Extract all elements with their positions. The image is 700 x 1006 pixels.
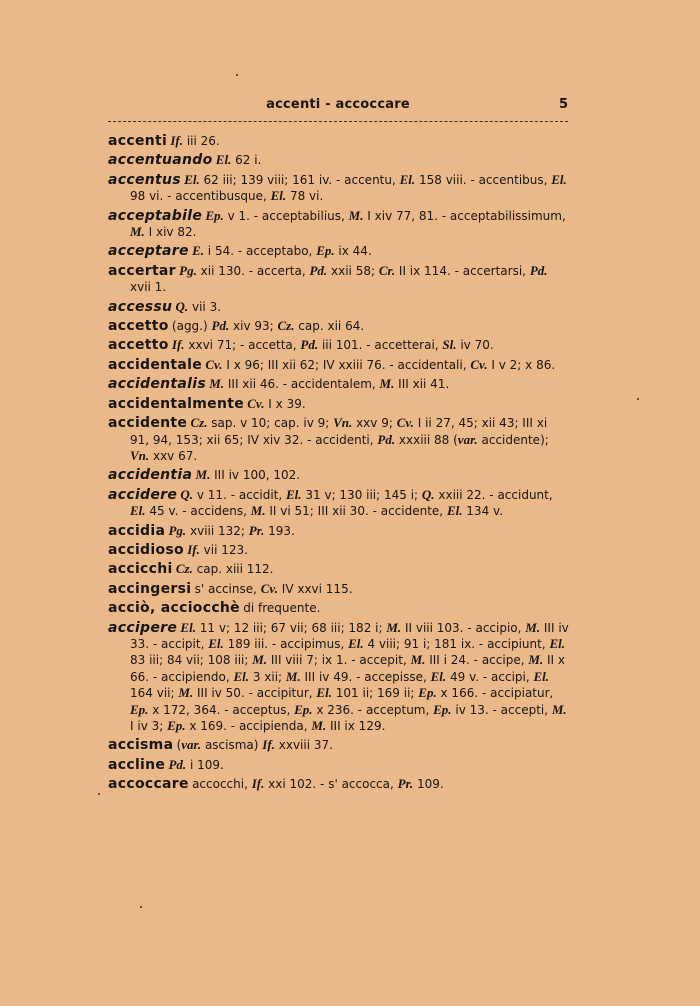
entry-text: I iv 3; [130,719,168,733]
source-abbreviation: If. [171,337,185,353]
entry-headword: accidere [108,486,178,503]
source-abbreviation: Ep. [205,207,224,223]
source-abbreviation: M. [528,652,544,668]
dictionary-entry [108,776,570,792]
entry-text: III i 24. - accipe, [425,653,529,668]
entry-text: ascisma) [201,738,263,753]
entry-headword: accipere [108,619,178,636]
source-abbreviation: El. [184,171,200,187]
entry-headword: accidioso [108,541,184,558]
source-abbreviation: If. [170,133,183,148]
source-abbreviation: El. [348,635,364,651]
entry-headword: accetto [108,337,169,354]
entry-headword: accidentalis [108,376,206,393]
source-abbreviation: var. [181,737,202,753]
entry-text: xxv 67. [149,448,198,463]
entry-headword: accidia [108,522,166,539]
dictionary-entry [108,396,570,412]
entry-headword: acceptare [108,243,189,260]
source-abbreviation: M. [551,701,567,717]
entry-list [108,133,570,796]
source-abbreviation: El. [286,486,302,502]
entry-text: 4 viii; 91 i; 181 ix. - accipiunt, [363,636,550,651]
entry-text: 49 v. - accipi, [446,669,534,684]
source-abbreviation: Cz. [277,318,295,334]
entry-text: 3 xii; [249,669,286,684]
entry-text: xii 130. - accerta, [196,263,310,278]
source-abbreviation: El. [180,619,196,635]
entry-headword: accenti [108,133,168,149]
dictionary-entry [108,620,570,735]
entry-text: III xii 46. - accidentalem, [224,377,380,392]
entry-headword: accessu [108,298,173,315]
source-abbreviation: Ep. [167,718,186,733]
source-abbreviation: M. [252,652,268,668]
entry-headword: accicchi [108,561,173,578]
entry-text: II ix 114. - accertarsi, [395,263,530,278]
dictionary-entry [108,172,570,205]
dictionary-entry [108,357,570,373]
entry-text: 134 v. [462,504,504,519]
paper-speck [637,398,639,400]
entry-text: 109. [413,777,444,792]
entry-text: 78 vi. [286,189,324,204]
entry-headword: accentuando [108,152,213,169]
entry-text: xxxiii 88 ( [395,432,458,447]
entry-text: 11 v; 12 iii; 67 vii; 68 iii; 182 i; [195,620,387,635]
entry-text: (agg.) [171,319,212,334]
source-abbreviation: Sl. [442,337,457,353]
source-abbreviation: Ep. [294,701,313,717]
entry-text: I ii 27, 45; xii 43; III xi 91, 94, 153; xii 65; IV xiv 32. - accidenti, [130,416,548,447]
source-abbreviation: If. [251,776,265,792]
source-abbreviation: M. [410,652,426,668]
entry-text: 62 i. [231,153,262,168]
source-abbreviation: M. [130,224,145,240]
entry-text: s' accinse, [194,581,261,596]
entry-text: III iv 33. - accipit, [130,620,569,651]
entry-text: 83 iii; 84 vii; 108 iii; [130,653,253,668]
source-abbreviation: Ep. [433,701,452,717]
entry-text: xvii 1. [130,280,167,295]
entry-text: II x 66. - accipiendo, [130,653,565,684]
entry-text: 189 iii. - accipimus, [223,636,349,651]
entry-text: iv 13. - accepti, [451,702,552,717]
source-abbreviation: Vn. [130,447,150,463]
source-abbreviation: Vn. [333,415,353,431]
dictionary-entry [108,542,570,558]
entry-text: xxviii 37. [274,738,333,753]
source-abbreviation: Pd. [529,262,548,278]
source-abbreviation: Cv. [396,415,414,431]
source-abbreviation: Cz. [190,415,208,431]
entry-headword: accentus [108,171,181,188]
entry-text: xxi 102. - s' accocca, [264,777,398,792]
entry-text: x 236. - acceptum, [312,702,434,717]
dictionary-entry [108,376,570,392]
paper-speck [236,74,238,76]
entry-text: ix 44. [334,244,372,259]
source-abbreviation: Pr. [248,522,265,538]
entry-text: xxiii 22. - accidunt, [434,487,553,502]
source-abbreviation: Cv. [247,395,265,411]
entry-headword: accisma [108,737,174,754]
source-abbreviation: El. [430,668,447,684]
source-abbreviation: Ep. [130,701,149,717]
entry-text: 164 vii; [130,686,179,701]
source-abbreviation: var. [457,431,478,447]
entry-text: iv 70. [456,338,494,353]
source-abbreviation: El. [130,503,146,519]
source-abbreviation: Q. [175,298,189,314]
source-abbreviation: Cv. [470,356,488,372]
entry-text: cap. xii 64. [294,319,365,334]
source-abbreviation: M. [386,619,402,635]
entry-text: III iv 100, 102. [210,468,301,483]
source-abbreviation: El. [270,188,287,204]
entry-headword: accline [108,756,166,773]
entry-text: I x 96; III xii 62; IV xxiii 76. - accidentali, [222,357,471,372]
entry-text: xviii 132; [186,523,249,538]
entry-text: x 172, 364. - acceptus, [148,702,295,717]
entry-text: III viii 7; ix 1. - accepit, [267,653,411,668]
source-abbreviation: M. [348,207,364,223]
source-abbreviation: Q. [180,486,194,502]
entry-text: accidente); [477,432,549,447]
dictionary-entry [108,561,570,577]
dictionary-entry [108,208,570,241]
entry-text: I x 39. [264,396,306,411]
dictionary-entry [108,600,570,616]
entry-headword: accidentale [108,356,203,373]
entry-text: II vi 51; III xii 30. - accidente, [265,504,447,519]
entry-text: sap. v 10; cap. iv 9; [207,416,334,431]
source-abbreviation: Cv. [205,356,223,372]
entry-text: v 1. - acceptabilius, [223,208,349,223]
entry-text: x 169. - accipienda, [185,719,312,733]
entry-text: x 166. - accipiatur, [436,686,554,701]
source-abbreviation: Ep. [316,243,335,259]
entry-text: I v 2; x 86. [487,357,556,372]
entry-headword: acciò, acciocchè [108,600,240,617]
entry-text: vii 123. [199,542,248,557]
entry-text: xiv 93; [229,319,278,334]
source-abbreviation: M. [311,718,327,733]
entry-text: accocchi, [192,777,252,792]
source-abbreviation: El. [446,503,463,519]
dictionary-entry [108,318,570,334]
source-abbreviation: Pr. [397,776,414,792]
entry-text: III iv 50. - accipitur, [193,686,317,701]
entry-headword: acceptabile [108,207,203,224]
entry-text: II viii 103. - accipio, [401,620,526,635]
dictionary-entry [108,133,570,149]
source-abbreviation: If. [262,737,275,753]
entry-text: 158 viii. - accentibus, [415,172,552,187]
source-abbreviation: El. [233,668,249,684]
entry-text: 98 vi. - accentibusque, [130,189,271,204]
entry-text: I xiv 77, 81. - acceptabilissimum, [363,208,566,223]
entry-text: iii 26. [183,134,220,148]
paper-speck [140,906,142,908]
source-abbreviation: If. [187,541,200,557]
source-abbreviation: El. [549,635,565,651]
source-abbreviation: M. [178,685,194,701]
source-abbreviation: Pd. [377,431,396,447]
source-abbreviation: El. [533,668,550,684]
source-abbreviation: M. [525,619,541,635]
dictionary-entry [108,757,570,773]
entry-text: i 109. [186,757,224,772]
entry-text: i 54. - acceptabo, [203,244,317,259]
running-header [108,93,568,119]
entry-text: ( [176,738,182,753]
entry-headword: accidentia [108,467,193,484]
dictionary-entry [108,523,570,539]
entry-text: di frequente. [243,601,321,616]
entry-text: 45 v. - accidens, [145,504,251,519]
entry-text: IV xxvi 115. [277,581,353,596]
source-abbreviation: M. [379,376,395,392]
entry-text: xxii 58; [327,263,379,278]
source-abbreviation: Pd. [168,756,187,772]
entry-text: 62 iii; 139 viii; 161 iv. - accentu, [199,172,400,187]
dictionary-entry [108,152,570,168]
entry-text: III xii 41. [394,377,450,392]
source-abbreviation: M. [209,376,225,392]
entry-text: III iv 49. - accepisse, [300,669,431,684]
source-abbreviation: Q. [421,486,435,502]
source-abbreviation: M. [285,668,301,684]
dictionary-entry [108,467,570,483]
entry-text: cap. xiii 112. [192,562,274,577]
source-abbreviation: El. [399,171,416,187]
source-abbreviation: M. [195,467,211,483]
entry-headword: accetto [108,318,169,335]
source-abbreviation: El. [208,635,224,651]
entry-headword: accertar [108,262,176,279]
paper-speck [98,793,100,795]
entry-text: v 11. - accidit, [193,487,287,502]
header-rule [108,121,568,122]
entry-headword: accoccare [108,776,189,793]
source-abbreviation: Pg. [168,522,187,538]
source-abbreviation: Ep. [418,685,437,701]
entry-text: 31 v; 130 iii; 145 i; [301,487,422,502]
source-abbreviation: El. [316,685,332,701]
source-abbreviation: Cz. [175,561,193,577]
dictionary-entry [108,581,570,597]
dictionary-entry [108,263,570,296]
entry-headword: accingersi [108,580,192,597]
entry-text: iii 101. - accetterai, [318,338,443,353]
entry-text: 193. [264,523,295,538]
header-title: accenti - accoccare [266,97,410,112]
source-abbreviation: E. [192,243,204,259]
page-number: 5 [558,97,568,112]
dictionary-entry [108,737,570,753]
source-abbreviation: Cr. [378,262,396,278]
entry-text: xxv 9; [352,416,397,431]
dictionary-entry [108,299,570,315]
source-abbreviation: M. [250,503,266,519]
source-abbreviation: Pd. [309,262,328,278]
dictionary-entry [108,415,570,464]
dictionary-entry [108,337,570,353]
source-abbreviation: El. [215,152,232,168]
source-abbreviation: Cv. [260,580,278,596]
dictionary-entry [108,487,570,520]
entry-text: 101 ii; 169 ii; [331,686,419,701]
dictionary-entry [108,243,570,259]
source-abbreviation: Pg. [179,262,197,278]
entry-headword: accidentalmente [108,395,245,412]
entry-text: xxvi 71; - accetta, [184,338,301,353]
source-abbreviation: Pd. [211,318,230,334]
entry-headword: accidente [108,415,188,432]
entry-text: vii 3. [188,299,222,314]
entry-text: III ix 129. [326,719,386,733]
source-abbreviation: Pd. [300,337,319,353]
entry-text: I xiv 82. [144,225,197,240]
source-abbreviation: El. [551,171,567,187]
